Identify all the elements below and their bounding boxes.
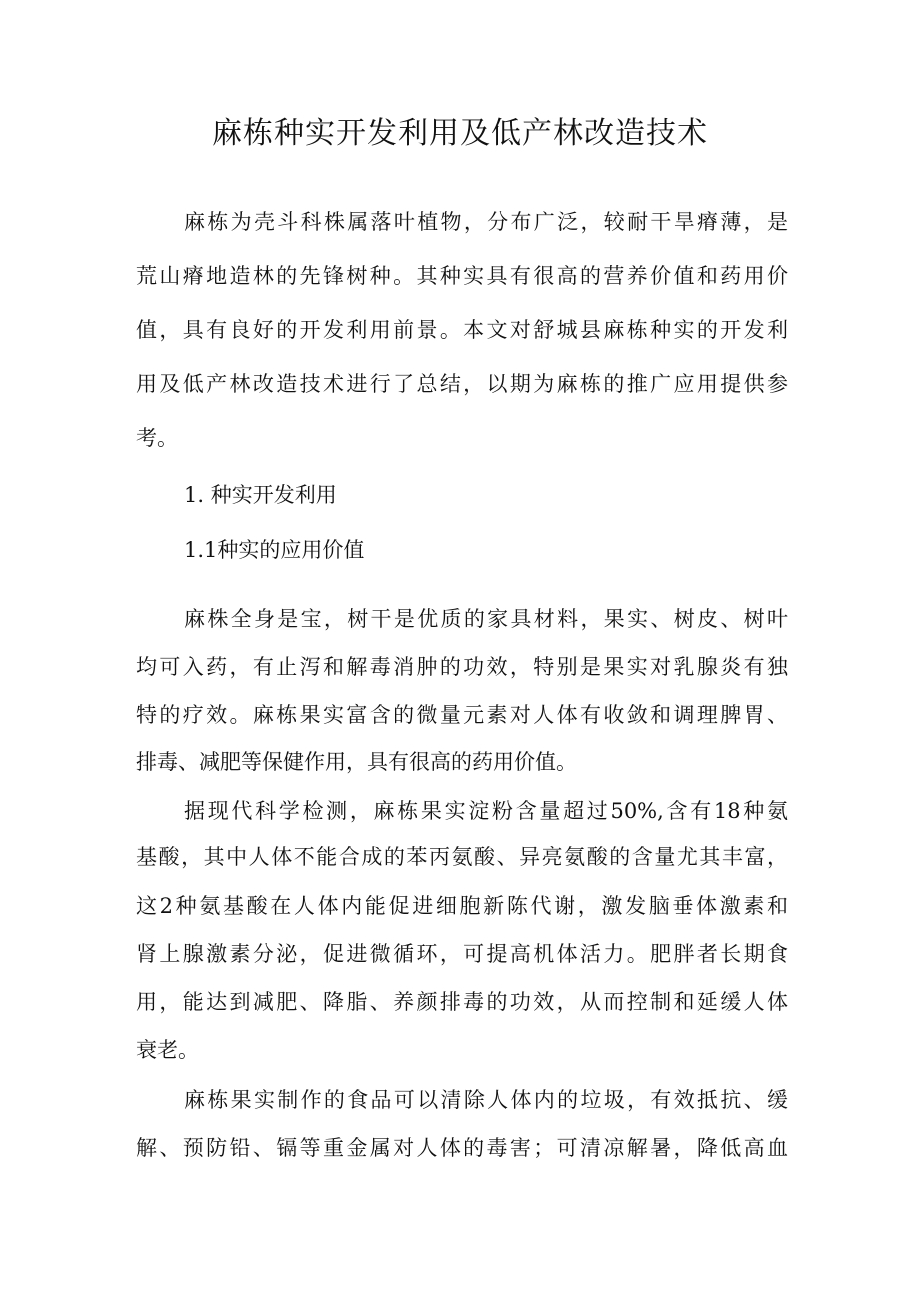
paragraph-1-line-1: 麻栋为壳斗科株属落叶植物，分布广泛，较耐干旱瘠薄，是	[184, 210, 788, 234]
paragraph-3-line-2: 基酸，其中人体不能合成的苯丙氨酸、异亮氨酸的含量尤其丰富，	[136, 845, 788, 869]
paragraph-3-line-1: 据现代科学检测，麻栋果实淀粉含量超过50%,含有18种氨	[184, 799, 788, 823]
paragraph-1-line-2: 荒山瘠地造林的先锋树种。其种实具有很高的营养价值和药用价	[136, 264, 788, 288]
paragraph-1-line-5: 考。	[136, 426, 178, 450]
paragraph-2-line-2: 均可入药，有止泻和解毒消肿的功效，特别是果实对乳腺炎有独	[136, 655, 788, 679]
paragraph-2-line-4: 排毒、减肥等保健作用，具有很高的药用价值。	[136, 750, 577, 774]
paragraph-3-line-6: 衰老。	[136, 1038, 199, 1062]
section-heading-1: 1. 种实开发利用	[184, 483, 337, 507]
section-heading-1-1: 1.1种实的应用价值	[184, 538, 365, 562]
paragraph-2-line-1: 麻株全身是宝，树干是优质的家具材料，果实、树皮、树叶	[184, 607, 788, 631]
paragraph-4-line-1: 麻栋果实制作的食品可以清除人体内的垃圾，有效抵抗、缓	[184, 1088, 788, 1112]
paragraph-1-line-3: 值，具有良好的开发利用前景。本文对舒城县麻栋种实的开发利	[136, 318, 788, 342]
paragraph-3-line-3: 这2种氨基酸在人体内能促进细胞新陈代谢，激发脑垂体激素和	[136, 894, 788, 918]
paragraph-2-line-3: 特的疗效。麻栋果实富含的微量元素对人体有收敛和调理脾胃、	[136, 703, 788, 727]
paragraph-1-line-4: 用及低产林改造技术进行了总结，以期为麻栋的推广应用提供参	[136, 372, 788, 396]
paragraph-3-line-5: 用，能达到减肥、降脂、养颜排毒的功效，从而控制和延缓人体	[136, 990, 788, 1014]
document-title: 麻栋种实开发利用及低产林改造技术	[212, 116, 708, 151]
paragraph-4-line-2: 解、预防铅、镉等重金属对人体的毒害；可清凉解暑，降低高血	[136, 1136, 788, 1160]
paragraph-3-line-4: 肾上腺激素分泌，促进微循环，可提高机体活力。肥胖者长期食	[136, 942, 788, 966]
